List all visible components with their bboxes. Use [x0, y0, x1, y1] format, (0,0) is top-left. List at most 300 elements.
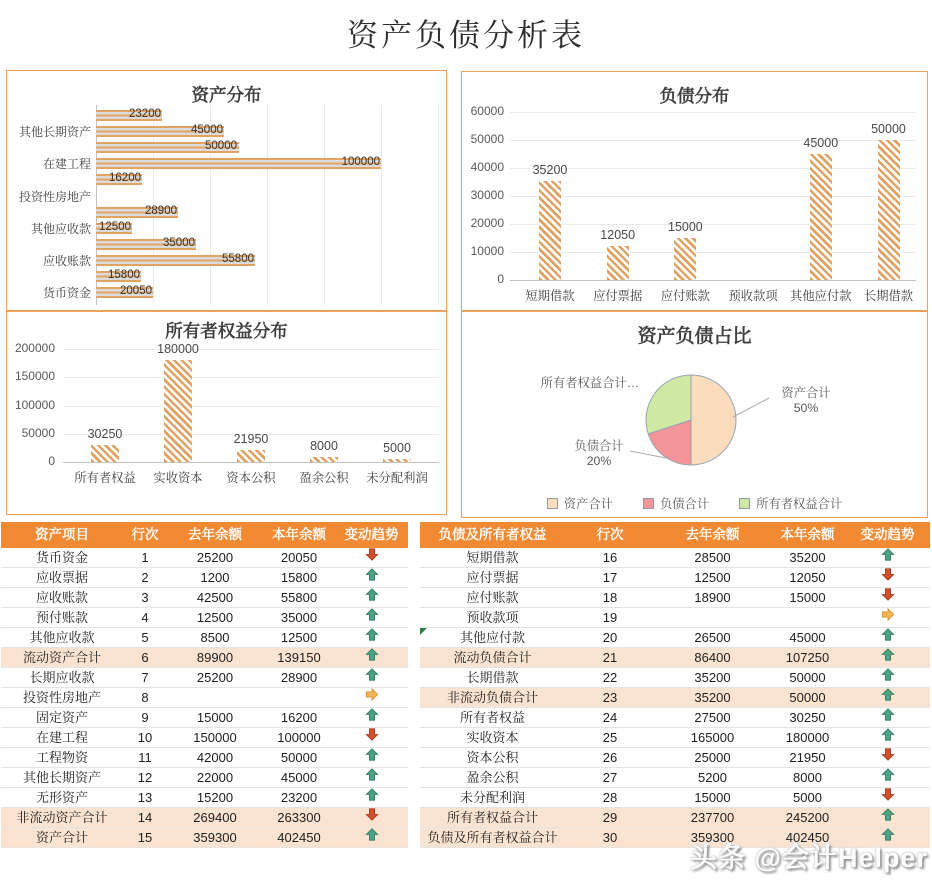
bar-value-label: 5000	[383, 441, 411, 455]
table-row	[1, 708, 408, 728]
value-cell[interactable]: 35200	[655, 668, 770, 688]
comment-flag-icon	[420, 628, 427, 635]
bar-value-label: 21950	[233, 432, 269, 446]
value-cell[interactable]: 150000	[167, 728, 263, 748]
table-row	[420, 768, 930, 788]
value-cell[interactable]: 15000	[770, 588, 845, 608]
pie-label-equity: 所有者权益合计…	[540, 376, 639, 390]
liabilities-table	[420, 522, 930, 848]
category-label: 货币资金	[42, 286, 91, 300]
legend-swatch-icon	[547, 498, 558, 509]
trend-flat-icon	[881, 608, 895, 627]
item-name-cell[interactable]: 短期借款	[420, 548, 565, 568]
value-cell[interactable]: 180000	[770, 728, 845, 748]
value-cell[interactable]: 3	[123, 588, 167, 608]
item-name-cell[interactable]: 其他应收款	[1, 628, 123, 648]
bar-value-label: 100000	[341, 156, 380, 168]
trend-cell[interactable]	[335, 668, 408, 688]
table-row	[420, 548, 930, 568]
trend-cell[interactable]	[845, 608, 930, 628]
category-label: 实收资本	[153, 471, 203, 485]
value-cell[interactable]: 6	[123, 648, 167, 668]
trend-cell[interactable]	[335, 688, 408, 708]
value-cell[interactable]: 12500	[263, 628, 335, 648]
trend-up-icon	[881, 708, 895, 727]
value-cell[interactable]: 29	[565, 808, 655, 828]
trend-up-icon	[881, 768, 895, 787]
chart-equity-distribution[interactable]	[6, 311, 447, 515]
y-tick-label: 200000	[14, 341, 55, 355]
value-cell[interactable]: 5000	[770, 788, 845, 808]
pie-svg	[462, 312, 926, 516]
bar-value-label: 20050	[120, 285, 152, 297]
bar	[810, 154, 832, 280]
trend-cell[interactable]	[335, 708, 408, 728]
pie-label-asset	[756, 386, 856, 416]
bar-value-label: 12050	[600, 228, 636, 242]
table-row	[420, 588, 930, 608]
trend-up-icon	[881, 648, 895, 667]
value-cell[interactable]	[655, 608, 770, 628]
item-name-cell[interactable]: 应收账款	[1, 588, 123, 608]
column-header: 变动趋势	[344, 527, 399, 542]
trend-cell[interactable]	[335, 608, 408, 628]
value-cell[interactable]: 86400	[655, 648, 770, 668]
value-cell[interactable]: 17	[565, 568, 655, 588]
value-cell[interactable]: 45000	[263, 768, 335, 788]
trend-cell[interactable]	[335, 748, 408, 768]
table-row	[420, 668, 930, 688]
bar-value-label: 23200	[129, 108, 161, 120]
page-title: 资产负债分析表	[347, 18, 585, 53]
table-row	[1, 688, 408, 708]
column-header: 负债及所有者权益	[438, 527, 547, 542]
pie-slice	[691, 375, 736, 465]
value-cell[interactable]: 20050	[263, 548, 335, 568]
item-name-cell[interactable]: 其他长期资产	[1, 768, 123, 788]
bar	[91, 445, 119, 462]
value-cell[interactable]: 8500	[167, 628, 263, 648]
bar-value-label: 8000	[310, 439, 338, 453]
bar	[539, 181, 561, 280]
trend-up-icon	[365, 788, 379, 807]
value-cell[interactable]: 30250	[770, 708, 845, 728]
y-tick-label: 50000	[470, 132, 504, 146]
item-name-cell[interactable]: 实收资本	[420, 728, 565, 748]
table-row	[1, 828, 408, 848]
column-header: 变动趋势	[860, 527, 915, 542]
value-cell[interactable]: 10	[123, 728, 167, 748]
assets-table	[1, 522, 408, 848]
trend-down-icon	[881, 748, 895, 767]
value-cell[interactable]: 42500	[167, 588, 263, 608]
x-axis-line	[63, 462, 439, 463]
gridline	[381, 105, 382, 305]
table-row	[1, 808, 408, 828]
value-cell[interactable]: 24	[565, 708, 655, 728]
value-cell[interactable]: 165000	[655, 728, 770, 748]
value-cell[interactable]: 30	[565, 828, 655, 848]
value-cell[interactable]: 25	[565, 728, 655, 748]
value-cell[interactable]: 16	[565, 548, 655, 568]
table-row	[1, 548, 408, 568]
bar-value-label: 15000	[668, 220, 703, 234]
value-cell[interactable]: 402450	[263, 828, 335, 848]
bar-value-label: 28900	[145, 205, 177, 217]
value-cell[interactable]: 18900	[655, 588, 770, 608]
category-label: 未分配利润	[366, 471, 428, 485]
value-cell[interactable]: 35200	[655, 688, 770, 708]
trend-cell[interactable]	[335, 768, 408, 788]
trend-cell[interactable]	[335, 568, 408, 588]
category-label: 长期借款	[863, 289, 914, 303]
value-cell[interactable]: 25200	[167, 668, 263, 688]
legend-label: 所有者权益合计	[756, 497, 843, 511]
value-cell[interactable]: 15800	[263, 568, 335, 588]
trend-cell[interactable]	[335, 828, 408, 848]
value-cell[interactable]: 402450	[770, 828, 845, 848]
table-row	[1, 728, 408, 748]
legend-item	[739, 494, 842, 512]
item-name-cell[interactable]: 非流动资产合计	[1, 808, 123, 828]
table-row	[1, 568, 408, 588]
value-cell[interactable]: 11	[123, 748, 167, 768]
item-name-cell[interactable]: 资产合计	[1, 828, 123, 848]
value-cell[interactable]: 23200	[263, 788, 335, 808]
gridline	[438, 105, 439, 305]
trend-up-icon	[365, 608, 379, 627]
value-cell[interactable]: 28500	[655, 548, 770, 568]
gridline	[267, 105, 268, 305]
trend-cell[interactable]	[335, 588, 408, 608]
category-label: 投资性房地产	[18, 190, 91, 204]
table-row	[420, 648, 930, 668]
value-cell[interactable]: 14	[123, 808, 167, 828]
value-cell[interactable]: 55800	[263, 588, 335, 608]
bar-value-label: 50000	[871, 122, 906, 136]
bar-value-label: 45000	[191, 124, 223, 136]
category-label: 应付票据	[593, 289, 643, 303]
value-cell[interactable]: 20	[565, 628, 655, 648]
trend-cell[interactable]	[845, 668, 930, 688]
table-header-row	[1, 522, 408, 548]
item-name-cell[interactable]: 货币资金	[1, 548, 123, 568]
item-name-cell[interactable]: 流动资产合计	[1, 648, 123, 668]
category-label: 其他长期资产	[18, 125, 91, 139]
value-cell[interactable]: 50000	[263, 748, 335, 768]
value-cell[interactable]: 2	[123, 568, 167, 588]
value-cell[interactable]: 5200	[655, 768, 770, 788]
item-name-cell[interactable]: 固定资产	[1, 708, 123, 728]
bar-value-label: 55800	[222, 253, 254, 265]
watermark: 头条 @会计Helper	[690, 843, 928, 873]
trend-cell[interactable]	[335, 548, 408, 568]
item-name-cell[interactable]: 应付票据	[420, 568, 565, 588]
pie-label-liability-name: 负债合计	[574, 439, 624, 453]
value-cell[interactable]: 25200	[167, 548, 263, 568]
y-tick-label: 20000	[470, 216, 504, 230]
gridline	[63, 377, 439, 378]
value-cell[interactable]: 35200	[770, 548, 845, 568]
value-cell[interactable]: 21	[565, 648, 655, 668]
trend-down-icon	[365, 728, 379, 747]
bar-value-label: 15800	[108, 269, 140, 281]
pie-legend	[462, 494, 927, 512]
value-cell[interactable]: 359300	[167, 828, 263, 848]
table-row	[420, 808, 930, 828]
bar	[674, 238, 696, 280]
bar	[164, 360, 192, 462]
value-cell[interactable]: 12500	[167, 608, 263, 628]
table-row	[420, 748, 930, 768]
trend-cell[interactable]	[845, 808, 930, 828]
item-name-cell[interactable]: 在建工程	[1, 728, 123, 748]
value-cell[interactable]: 12500	[655, 568, 770, 588]
value-cell[interactable]	[770, 608, 845, 628]
value-cell[interactable]: 27500	[655, 708, 770, 728]
category-label: 其他应收款	[30, 222, 91, 236]
bar	[878, 140, 900, 280]
value-cell[interactable]: 26	[565, 748, 655, 768]
item-name-cell[interactable]: 应收票据	[1, 568, 123, 588]
table-row	[420, 608, 930, 628]
item-name-cell[interactable]: 预收款项	[420, 608, 565, 628]
table-row	[1, 768, 408, 788]
value-cell[interactable]: 1200	[167, 568, 263, 588]
value-cell[interactable]	[263, 688, 335, 708]
trend-down-icon	[365, 808, 379, 827]
category-label: 预收款项	[728, 289, 778, 303]
value-cell[interactable]: 50000	[770, 668, 845, 688]
table-row	[1, 628, 408, 648]
value-cell[interactable]: 27	[565, 768, 655, 788]
trend-cell[interactable]	[845, 768, 930, 788]
value-cell[interactable]: 8	[123, 688, 167, 708]
value-cell[interactable]: 22	[565, 668, 655, 688]
y-tick-label: 50000	[21, 425, 55, 440]
bar	[310, 457, 338, 462]
legend-swatch-icon	[739, 498, 750, 509]
trend-cell[interactable]	[335, 648, 408, 668]
trend-down-icon	[365, 548, 379, 567]
trend-flat-icon	[365, 688, 379, 707]
value-cell[interactable]: 22000	[167, 768, 263, 788]
bar	[383, 459, 411, 462]
value-cell[interactable]: 13	[123, 788, 167, 808]
trend-up-icon	[365, 668, 379, 687]
table-row	[420, 708, 930, 728]
trend-up-icon	[365, 588, 379, 607]
item-name-cell[interactable]: 所有者权益	[420, 708, 565, 728]
item-name-cell[interactable]: 长期借款	[420, 668, 565, 688]
column-header: 资产项目	[35, 527, 89, 542]
trend-cell[interactable]	[845, 748, 930, 768]
trend-up-icon	[365, 748, 379, 767]
trend-cell[interactable]	[845, 708, 930, 728]
item-name-cell[interactable]: 资本公积	[420, 748, 565, 768]
trend-cell[interactable]	[845, 728, 930, 748]
gridline	[510, 112, 916, 113]
gridline	[510, 252, 916, 253]
value-cell[interactable]: 89900	[167, 648, 263, 668]
value-cell[interactable]: 237700	[655, 808, 770, 828]
column-header: 去年余额	[188, 527, 242, 542]
value-cell[interactable]: 8000	[770, 768, 845, 788]
trend-down-icon	[881, 568, 895, 587]
value-cell[interactable]: 15000	[167, 708, 263, 728]
trend-up-icon	[365, 628, 379, 647]
trend-down-icon	[881, 588, 895, 607]
item-name-cell[interactable]: 无形资产	[1, 788, 123, 808]
column-header: 去年余额	[685, 527, 740, 542]
value-cell[interactable]: 26500	[655, 628, 770, 648]
trend-cell[interactable]	[845, 788, 930, 808]
value-cell[interactable]: 100000	[263, 728, 335, 748]
item-name-cell[interactable]: 应付账款	[420, 588, 565, 608]
value-cell[interactable]: 35000	[263, 608, 335, 628]
trend-up-icon	[365, 568, 379, 587]
trend-down-icon	[881, 788, 895, 807]
value-cell[interactable]: 12050	[770, 568, 845, 588]
trend-cell[interactable]	[845, 588, 930, 608]
legend-label: 资产合计	[563, 497, 613, 511]
value-cell[interactable]: 18	[565, 588, 655, 608]
value-cell[interactable]: 15200	[167, 788, 263, 808]
trend-up-icon	[881, 808, 895, 827]
value-cell[interactable]: 15000	[655, 788, 770, 808]
bar-value-label: 50000	[205, 140, 237, 152]
y-tick-label: 0	[497, 272, 504, 286]
value-cell[interactable]: 45000	[770, 628, 845, 648]
trend-up-icon	[881, 688, 895, 707]
item-name-cell[interactable]: 长期应收款	[1, 668, 123, 688]
trend-cell[interactable]	[335, 808, 408, 828]
column-header: 行次	[131, 527, 159, 542]
gridline	[324, 105, 325, 305]
item-name-cell[interactable]: 未分配利润	[420, 788, 565, 808]
bar-value-label: 180000	[157, 342, 199, 356]
value-cell[interactable]: 12	[123, 768, 167, 788]
column-header: 本年余额	[780, 527, 835, 542]
value-cell[interactable]: 25000	[655, 748, 770, 768]
item-name-cell[interactable]: 负债及所有者权益合计	[420, 828, 565, 848]
gridline	[63, 406, 439, 407]
pie-label-asset-pct: 50%	[793, 401, 819, 415]
item-name-cell[interactable]: 流动负债合计	[420, 648, 565, 668]
table-row	[1, 608, 408, 628]
value-cell[interactable]: 245200	[770, 808, 845, 828]
y-tick-label: 0	[48, 454, 55, 468]
value-cell[interactable]: 19	[565, 608, 655, 628]
value-cell[interactable]: 107250	[770, 648, 845, 668]
trend-up-icon	[881, 628, 895, 647]
x-axis-line	[510, 280, 916, 281]
y-tick-label: 30000	[470, 188, 504, 202]
trend-cell[interactable]	[845, 648, 930, 668]
y-tick-label: 60000	[470, 104, 504, 118]
value-cell[interactable]: 28900	[263, 668, 335, 688]
trend-cell[interactable]	[845, 688, 930, 708]
item-name-cell[interactable]: 工程物资	[1, 748, 123, 768]
table-row	[420, 628, 930, 648]
value-cell[interactable]: 42000	[167, 748, 263, 768]
value-cell[interactable]: 28	[565, 788, 655, 808]
pie-label-asset-name: 资产合计	[781, 386, 831, 400]
column-header: 行次	[596, 527, 624, 542]
item-name-cell[interactable]: 盈余公积	[420, 768, 565, 788]
y-tick-label: 10000	[470, 244, 504, 258]
bar-value-label: 12500	[99, 221, 131, 233]
value-cell[interactable]: 4	[123, 608, 167, 628]
trend-cell[interactable]	[845, 568, 930, 588]
table-row	[1, 588, 408, 608]
trend-up-icon	[881, 728, 895, 747]
trend-cell[interactable]	[335, 628, 408, 648]
table-row	[1, 668, 408, 688]
bar-value-label: 35200	[532, 163, 568, 177]
value-cell[interactable]: 16200	[263, 708, 335, 728]
chart-title: 资产负债占比	[637, 326, 752, 347]
table-row	[1, 648, 408, 668]
y-tick-label: 100000	[14, 397, 55, 412]
bar	[237, 450, 265, 462]
value-cell[interactable]: 139150	[263, 648, 335, 668]
trend-cell[interactable]	[845, 548, 930, 568]
value-cell[interactable]: 359300	[655, 828, 770, 848]
value-cell[interactable]: 263300	[263, 808, 335, 828]
table-row	[1, 748, 408, 768]
value-cell[interactable]: 269400	[167, 808, 263, 828]
legend-item	[547, 494, 613, 512]
value-cell[interactable]: 9	[123, 708, 167, 728]
table-row	[420, 728, 930, 748]
item-name-cell[interactable]: 所有者权益合计	[420, 808, 565, 828]
trend-cell[interactable]	[335, 728, 408, 748]
category-label: 应收账款	[42, 254, 91, 268]
trend-cell[interactable]	[335, 788, 408, 808]
value-cell[interactable]: 7	[123, 668, 167, 688]
chart-liability-distribution[interactable]	[461, 71, 928, 311]
value-cell[interactable]: 15	[123, 828, 167, 848]
chart-title: 资产分布	[191, 85, 262, 105]
category-label: 资本公积	[226, 471, 276, 485]
chart-asset-liability-pie[interactable]	[461, 311, 928, 518]
pie-label-liability	[549, 439, 649, 469]
item-name-cell[interactable]: 投资性房地产	[1, 688, 123, 708]
value-cell[interactable]: 23	[565, 688, 655, 708]
pie-label-liability-pct: 20%	[586, 454, 612, 468]
chart-asset-distribution[interactable]	[6, 70, 447, 311]
table-header-row	[420, 522, 930, 548]
category-label: 在建工程	[42, 157, 91, 171]
value-cell[interactable]: 5	[123, 628, 167, 648]
item-name-cell[interactable]: 非流动负债合计	[420, 688, 565, 708]
value-cell[interactable]: 50000	[770, 688, 845, 708]
item-name-cell[interactable]: 预付账款	[1, 608, 123, 628]
table-row	[420, 788, 930, 808]
item-name-cell[interactable]: 其他应付款	[420, 628, 565, 648]
trend-up-icon	[881, 668, 895, 687]
trend-up-icon	[365, 828, 379, 847]
trend-up-icon	[365, 708, 379, 727]
trend-cell[interactable]	[845, 628, 930, 648]
bar-value-label: 16200	[109, 172, 141, 184]
value-cell[interactable]	[167, 688, 263, 708]
legend-item	[643, 494, 709, 512]
value-cell[interactable]: 21950	[770, 748, 845, 768]
trend-up-icon	[881, 548, 895, 567]
value-cell[interactable]: 1	[123, 548, 167, 568]
